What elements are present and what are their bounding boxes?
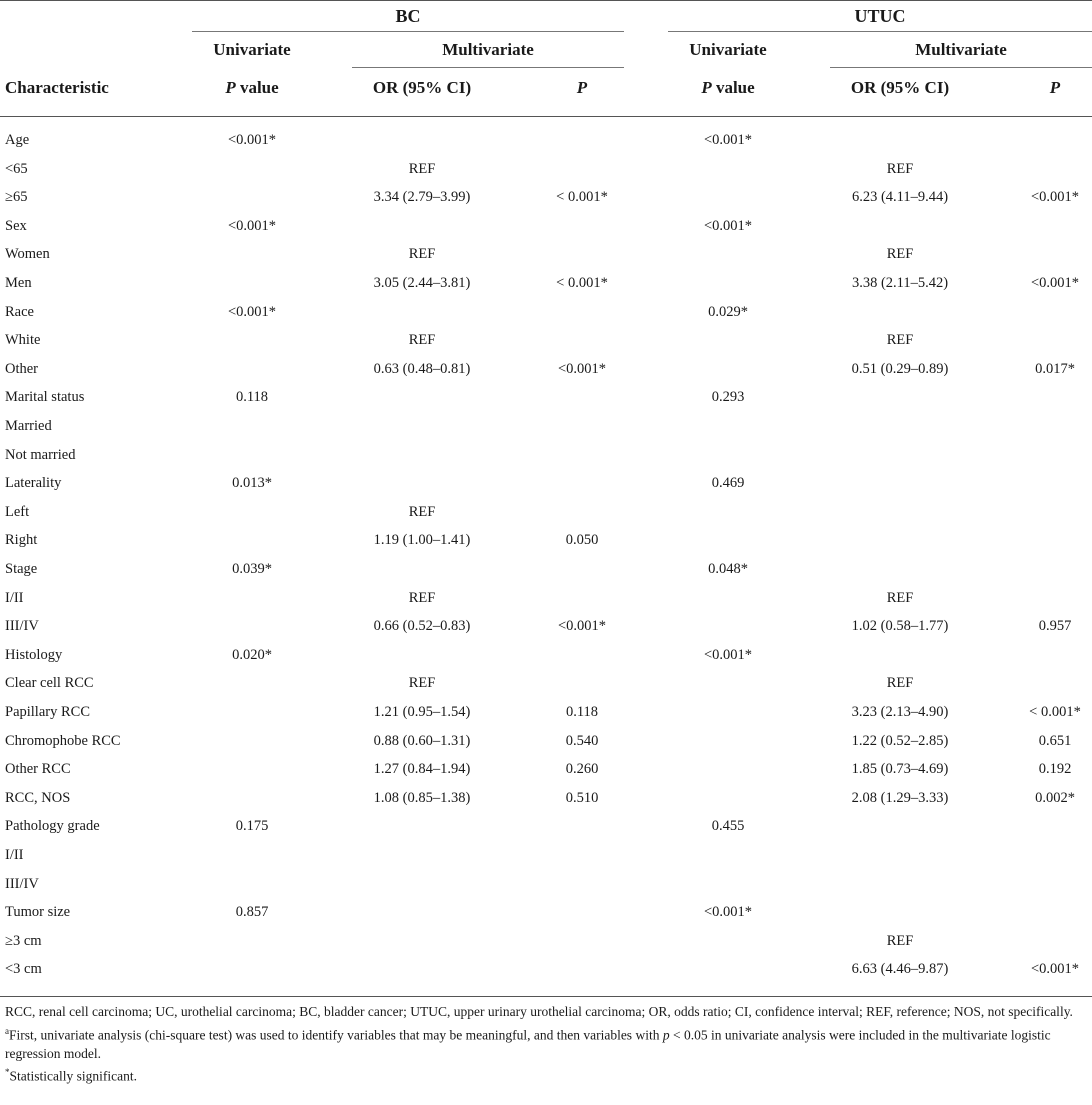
bc-p-cell: <0.001* xyxy=(557,360,607,377)
table-row xyxy=(0,870,1092,898)
utuc-univariate-p-cell: 0.048* xyxy=(708,561,748,577)
utuc-or-ci-cell: 6.63 (4.46–9.87) xyxy=(851,961,949,978)
bc-p-cell: < 0.001* xyxy=(556,189,608,206)
utuc-multivariate-rule xyxy=(830,67,1092,68)
utuc-univariate-p-cell: <0.001* xyxy=(703,132,753,148)
characteristic-cell: Not married xyxy=(5,446,76,463)
footnote-significance: *Statistically significant. xyxy=(5,1067,137,1084)
bc-group-rule xyxy=(192,31,624,32)
table-row xyxy=(0,126,1092,154)
characteristic-cell: Women xyxy=(5,246,50,263)
table-row xyxy=(0,441,1092,469)
bc-or-ci-header: OR (95% CI) xyxy=(372,78,472,97)
bc-p-cell: 0.510 xyxy=(565,789,599,806)
characteristic-cell: <65 xyxy=(5,160,28,177)
bc-or-ci-cell: 0.66 (0.52–0.83) xyxy=(373,618,471,635)
table-row xyxy=(0,755,1092,783)
bc-or-ci-cell: 1.19 (1.00–1.41) xyxy=(373,532,471,549)
utuc-p-cell: 0.957 xyxy=(1038,618,1072,635)
table-row xyxy=(0,812,1092,840)
bc-univariate-p-cell: 0.020* xyxy=(232,646,272,663)
table-row xyxy=(0,727,1092,755)
table-row xyxy=(0,841,1092,869)
utuc-univariate-p-cell: 0.293 xyxy=(711,389,745,406)
characteristic-cell: Age xyxy=(5,132,30,148)
utuc-p-cell: <0.001* xyxy=(1030,961,1080,978)
characteristic-cell: Laterality xyxy=(5,475,62,492)
bc-p-cell: 0.260 xyxy=(565,761,599,778)
characteristic-cell: Tumor size xyxy=(5,904,71,921)
table-row xyxy=(0,498,1092,526)
characteristic-cell: Marital status xyxy=(5,389,85,406)
bc-p-cell: 0.118 xyxy=(565,704,599,720)
utuc-p-cell: <0.001* xyxy=(1030,189,1080,206)
characteristic-cell: Other RCC xyxy=(5,761,71,778)
utuc-or-ci-cell: 2.08 (1.29–3.33) xyxy=(851,789,949,806)
characteristic-cell: Men xyxy=(5,275,32,291)
utuc-or-ci-cell: 1.02 (0.58–1.77) xyxy=(851,618,949,635)
characteristic-header: Characteristic xyxy=(5,78,109,97)
characteristic-cell: Married xyxy=(5,418,52,434)
table-row xyxy=(0,955,1092,983)
table-row xyxy=(0,612,1092,640)
bc-p-value-header: P value xyxy=(225,78,279,97)
bc-or-ci-cell: REF xyxy=(408,160,436,177)
table-row xyxy=(0,669,1092,697)
bc-univariate-p-cell: <0.001* xyxy=(227,217,277,234)
table-row xyxy=(0,927,1092,955)
utuc-p-cell: <0.001* xyxy=(1030,275,1080,291)
table-row xyxy=(0,355,1092,383)
utuc-or-ci-cell: 6.23 (4.11–9.44) xyxy=(851,189,949,206)
utuc-or-ci-cell: REF xyxy=(886,932,914,949)
footnote-a: $^a$First, univariate analysis (chi-square test) was used to identify variables that may be meaningful, and then variables with p < 0.05 in univariate analysis were included in the multivariate logistic regression model. xyxy=(5,1025,1051,1061)
characteristic-cell: Stage xyxy=(5,561,38,577)
bc-p-header: P xyxy=(576,78,588,97)
utuc-univariate-p-cell: <0.001* xyxy=(703,904,753,921)
table-row xyxy=(0,784,1092,812)
utuc-or-ci-cell: 0.51 (0.29–0.89) xyxy=(851,360,949,377)
utuc-univariate-p-cell: 0.455 xyxy=(711,818,745,835)
characteristic-cell: I/II xyxy=(5,847,24,863)
utuc-univariate-p-cell: <0.001* xyxy=(703,217,753,234)
utuc-or-ci-cell: REF xyxy=(886,675,914,692)
group-header-utuc: UTUC xyxy=(854,6,906,26)
table-row xyxy=(0,469,1092,497)
bc-univariate-p-cell: 0.013* xyxy=(232,475,272,492)
table-row xyxy=(0,412,1092,440)
bc-multivariate-header: Multivariate xyxy=(442,40,534,59)
bc-or-ci-cell: REF xyxy=(408,503,436,520)
table-row xyxy=(0,212,1092,240)
characteristic-cell: Clear cell RCC xyxy=(5,675,94,692)
bc-univariate-p-cell: 0.175 xyxy=(235,818,269,835)
characteristic-cell: III/IV xyxy=(5,875,39,892)
bc-univariate-p-cell: <0.001* xyxy=(227,132,277,148)
characteristic-cell: Histology xyxy=(5,646,63,663)
utuc-or-ci-cell: 3.23 (2.13–4.90) xyxy=(851,704,949,720)
header-bottom-rule xyxy=(0,116,1092,117)
utuc-multivariate-header: Multivariate xyxy=(915,40,1007,59)
utuc-or-ci-cell: REF xyxy=(886,332,914,349)
bc-or-ci-cell: 0.88 (0.60–1.31) xyxy=(373,732,471,749)
bc-or-ci-cell: 0.63 (0.48–0.81) xyxy=(373,360,471,377)
bc-or-ci-cell: 1.08 (0.85–1.38) xyxy=(373,789,471,806)
bc-p-cell: <0.001* xyxy=(557,618,607,635)
utuc-univariate-p-cell: <0.001* xyxy=(703,646,753,663)
characteristic-cell: Chromophobe RCC xyxy=(5,732,121,749)
utuc-or-ci-cell: 3.38 (2.11–5.42) xyxy=(851,275,949,291)
utuc-p-cell: 0.002* xyxy=(1035,789,1075,806)
table-row xyxy=(0,155,1092,183)
utuc-or-ci-cell: REF xyxy=(886,246,914,263)
characteristic-cell: White xyxy=(5,332,41,349)
table-row xyxy=(0,526,1092,554)
table-top-rule xyxy=(0,0,1092,1)
table-row xyxy=(0,269,1092,297)
table-row xyxy=(0,641,1092,669)
bc-or-ci-cell: REF xyxy=(408,589,436,606)
characteristic-cell: I/II xyxy=(5,589,24,606)
utuc-or-ci-cell: 1.85 (0.73–4.69) xyxy=(851,761,949,778)
utuc-or-ci-cell: 1.22 (0.52–2.85) xyxy=(851,732,949,749)
bc-univariate-p-cell: 0.118 xyxy=(235,389,269,406)
utuc-or-ci-cell: REF xyxy=(886,160,914,177)
characteristic-cell: Papillary RCC xyxy=(5,704,90,720)
utuc-univariate-header: Univariate xyxy=(689,40,767,59)
bc-or-ci-cell: REF xyxy=(408,332,436,349)
bc-p-cell: 0.540 xyxy=(565,732,599,749)
table-row xyxy=(0,555,1092,583)
table-row xyxy=(0,383,1092,411)
utuc-univariate-p-cell: 0.029* xyxy=(708,303,748,320)
characteristic-cell: Right xyxy=(5,532,38,549)
table-row xyxy=(0,298,1092,326)
utuc-p-cell: < 0.001* xyxy=(1029,704,1081,720)
bc-univariate-p-cell: 0.039* xyxy=(232,561,272,577)
bc-p-cell: 0.050 xyxy=(565,532,599,549)
utuc-p-cell: 0.192 xyxy=(1038,761,1072,778)
bc-or-ci-cell: 3.05 (2.44–3.81) xyxy=(373,275,471,291)
table-footnotes xyxy=(5,1003,1087,1086)
table-row xyxy=(0,898,1092,926)
table-row xyxy=(0,698,1092,726)
table-row xyxy=(0,326,1092,354)
bc-p-cell: < 0.001* xyxy=(556,275,608,291)
table-row xyxy=(0,240,1092,268)
characteristic-cell: III/IV xyxy=(5,618,39,635)
table-row xyxy=(0,183,1092,211)
bc-or-ci-cell: 1.27 (0.84–1.94) xyxy=(373,761,471,778)
utuc-p-cell: 0.651 xyxy=(1038,732,1072,749)
utuc-or-ci-header: OR (95% CI) xyxy=(850,78,950,97)
characteristic-cell: Pathology grade xyxy=(5,818,100,835)
characteristic-cell: <3 cm xyxy=(5,961,42,978)
group-header-bc: BC xyxy=(395,6,421,26)
characteristic-cell: ≥65 xyxy=(5,189,28,206)
footnote-abbreviations: RCC, renal cell carcinoma; UC, urothelial carcinoma; BC, bladder cancer; UTUC, upper urinary urothelial carcinoma; OR, odds ratio; CI, confidence interval; REF, reference; NOS, not specifically. xyxy=(5,1004,1073,1019)
characteristic-cell: Race xyxy=(5,303,34,320)
bc-or-ci-cell: REF xyxy=(408,675,436,692)
table-row xyxy=(0,584,1092,612)
utuc-group-rule xyxy=(668,31,1092,32)
characteristic-cell: RCC, NOS xyxy=(5,789,71,806)
utuc-or-ci-cell: REF xyxy=(886,589,914,606)
bc-or-ci-cell: 3.34 (2.79–3.99) xyxy=(373,189,471,206)
bc-univariate-p-cell: 0.857 xyxy=(235,904,269,921)
characteristic-cell: Left xyxy=(5,503,30,520)
utuc-p-header: P xyxy=(1049,78,1061,97)
bc-or-ci-cell: 1.21 (0.95–1.54) xyxy=(373,704,471,720)
table-bottom-rule xyxy=(0,996,1092,997)
characteristic-cell: Sex xyxy=(5,217,27,234)
utuc-p-value-header: P value xyxy=(701,78,755,97)
utuc-univariate-p-cell: 0.469 xyxy=(711,475,745,492)
characteristic-cell: Other xyxy=(5,360,39,377)
bc-or-ci-cell: REF xyxy=(408,246,436,263)
utuc-p-cell: 0.017* xyxy=(1035,360,1075,377)
characteristic-cell: ≥3 cm xyxy=(5,932,42,949)
bc-multivariate-rule xyxy=(352,67,624,68)
bc-univariate-p-cell: <0.001* xyxy=(227,303,277,320)
bc-univariate-header: Univariate xyxy=(213,40,291,59)
